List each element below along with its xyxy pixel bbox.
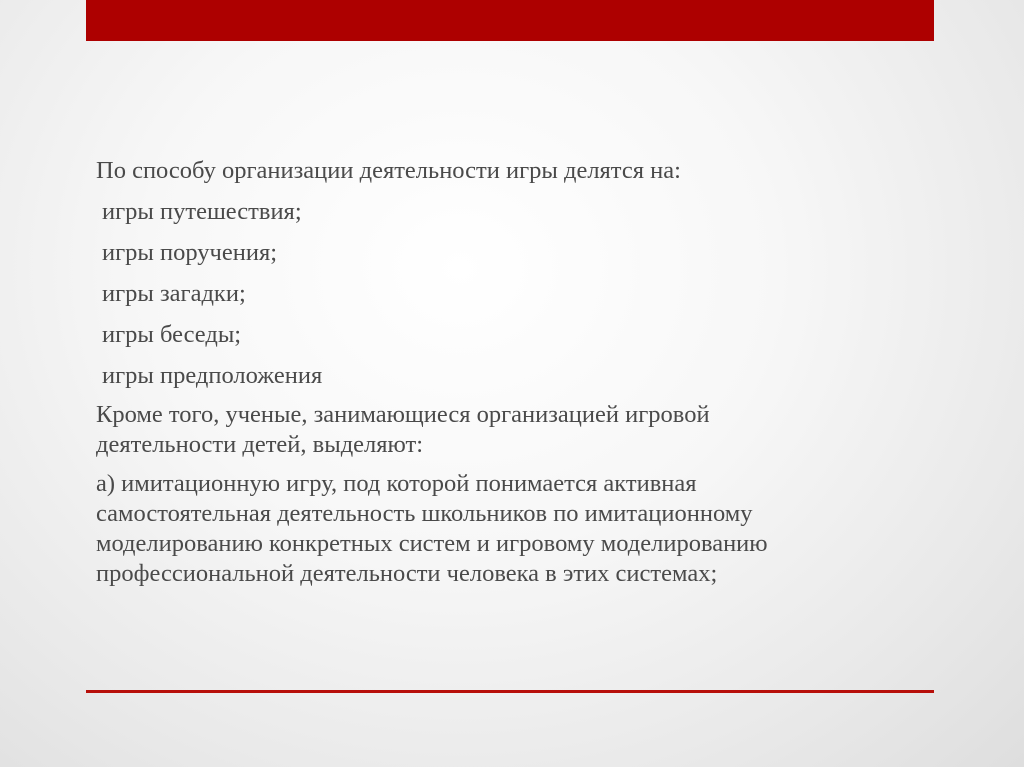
paragraph-line: деятельности детей, выделяют: (96, 431, 424, 458)
paragraph-line: профессиональной деятельности человека в этих системах; (96, 560, 718, 587)
list-item-assignment-games: игры поручения; (102, 239, 278, 266)
list-item-conversation-games: игры беседы; (102, 321, 242, 348)
paragraph-imitation-game (96, 469, 896, 589)
list-item-travel-games: игры путешествия; (102, 198, 302, 225)
paragraph-line: самостоятельная деятельность школьников по имитационному (96, 500, 753, 527)
intro-line: По способу организации деятельности игры делятся на: (96, 157, 681, 184)
top-accent-band (86, 0, 934, 41)
list-item-assumption-games: игры предположения (102, 362, 323, 389)
paragraph-line: Кроме того, ученые, занимающиеся организацией игровой (96, 401, 710, 428)
paragraph-line: моделированию конкретных систем и игровому моделированию (96, 530, 768, 557)
paragraph-line: а) имитационную игру, под которой понимается активная (96, 470, 697, 497)
paragraph-researchers (96, 400, 896, 460)
slide-text-body (96, 152, 896, 589)
list-item-riddle-games: игры загадки; (102, 280, 246, 307)
bottom-accent-rule (86, 690, 934, 693)
